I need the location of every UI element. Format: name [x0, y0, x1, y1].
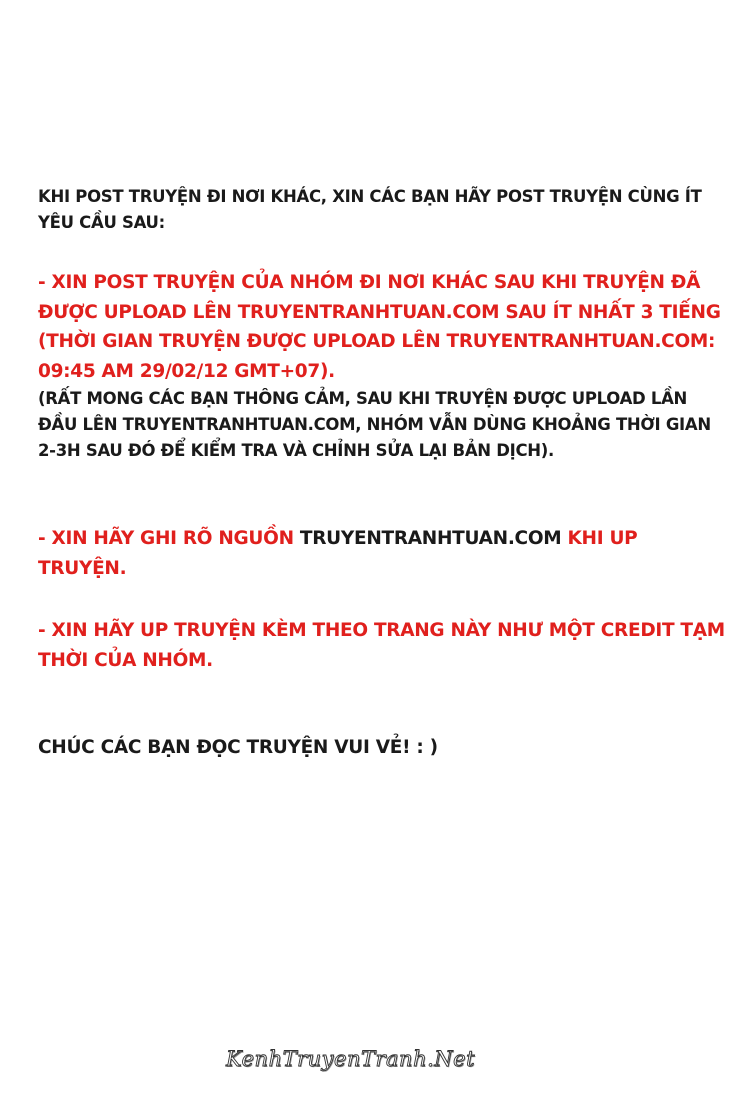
- source-site-name: TRUYENTRANHTUAN.COM: [299, 528, 562, 549]
- requirement-credit-source-text-b: KHI UP TRUYỆN.: [38, 528, 638, 579]
- requirement-credit-source-text-a: - XIN HÃY GHI RÕ NGUỒN: [38, 528, 300, 549]
- requirement-upload-delay: [38, 268, 728, 464]
- requirement-credit-source: [38, 524, 728, 583]
- intro-text: KHI POST TRUYỆN ĐI NƠI KHÁC, XIN CÁC BẠN HÃY POST TRUYỆN CÙNG ÍT YÊU CẦU SAU:: [38, 187, 702, 232]
- site-watermark: KenhTruyenTranh.Net: [226, 1047, 476, 1071]
- requirement-include-page: - XIN HÃY UP TRUYỆN KÈM THEO TRANG NÀY NHƯ MỘT CREDIT TẠM THỜI CỦA NHÓM.: [38, 620, 725, 671]
- requirement-upload-delay-note: (RẤT MONG CÁC BẠN THÔNG CẢM, SAU KHI TRUYỆN ĐƯỢC UPLOAD LẦN ĐẦU LÊN TRUYENTRANHTUAN.COM, NHÓM VẪN DÙNG KHOẢNG THỜI GIAN 2-3H SAU ĐÓ ĐỂ KIỂM TRA VÀ CHỈNH SỬA LẠI BẢN DỊCH).: [38, 389, 711, 460]
- closing-message: CHÚC CÁC BẠN ĐỌC TRUYỆN VUI VẺ! : ): [38, 737, 438, 758]
- requirement-upload-delay-text: - XIN POST TRUYỆN CỦA NHÓM ĐI NƠI KHÁC SAU KHI TRUYỆN ĐÃ ĐƯỢC UPLOAD LÊN TRUYENTRANHTUAN.COM SAU ÍT NHẤT 3 TIẾNG (THỜI GIAN TRUYỆN ĐƯỢC UPLOAD LÊN TRUYENTRANHTUAN.COM: 09:45 AM 29/02/12 GMT+07).: [38, 272, 721, 382]
